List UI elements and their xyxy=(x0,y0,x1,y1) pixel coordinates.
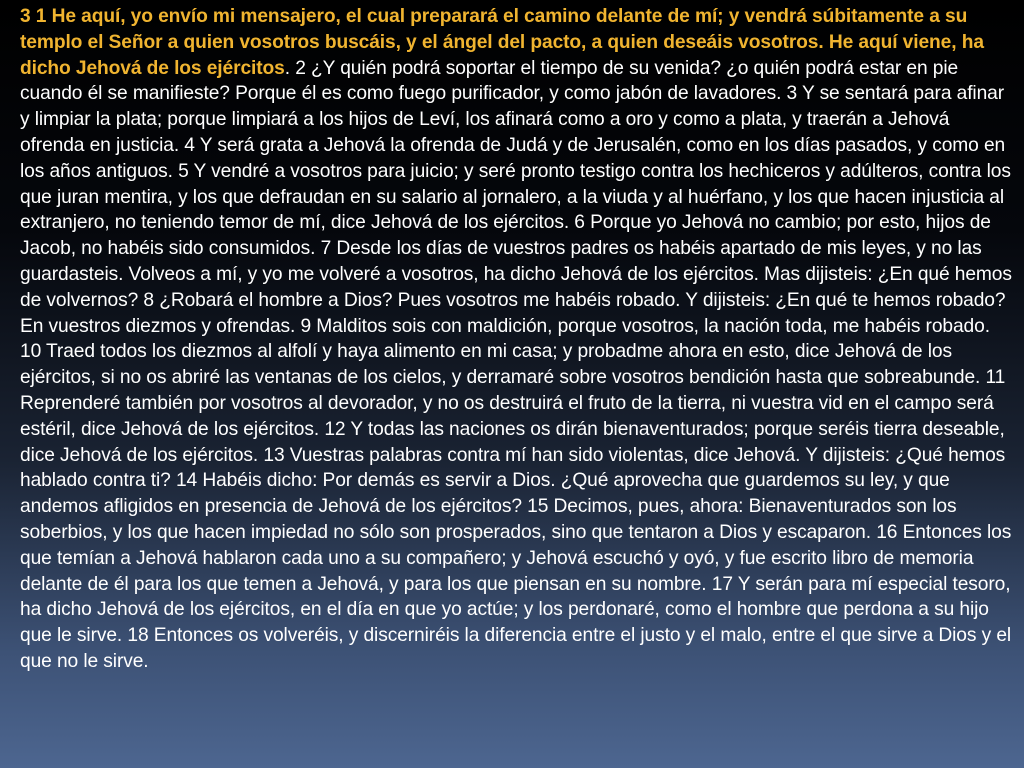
passage-body: . 2 ¿Y quién podrá soportar el tiempo de su venida? ¿o quién podrá estar en pie cuando él se manifieste? Porque él es como fuego purificador, y como jabón de lavadores. 3 Y se sentará para afinar y limpiar la plata; porque limpiará a los hijos de Leví, los afinará como a oro y como a plata, y traerán a Jehová ofrenda en justicia. 4 Y será grata a Jehová la ofrenda de Judá y de Jerusalén, como en los días pasados, y como en los años antiguos. 5 Y vendré a vosotros para juicio; y seré pronto testigo contra los hechiceros y adúlteros, contra los que juran mentira, y los que defraudan en su salario al jornalero, a la viuda y al huérfano, y los que hacen injusticia al extranjero, no teniendo temor de mí, dice Jehová de los ejércitos. 6 Porque yo Jehová no cambio; por esto, hijos de Jacob, no habéis sido consumidos. 7 Desde los días de vuestros padres os habéis apartado de mis leyes, y no las guardasteis. Volveos a mí, y yo me volveré a vosotros, ha dicho Jehová de los ejércitos. Mas dijisteis: ¿En qué hemos de volvernos? 8 ¿Robará el hombre a Dios? Pues vosotros me habéis robado. Y dijisteis: ¿En qué te hemos robado? En vuestros diezmos y ofrendas. 9 Malditos sois con maldición, porque vosotros, la nación toda, me habéis robado. 10 Traed todos los diezmos al alfolí y haya alimento en mi casa; y probadme ahora en esto, dice Jehová de los ejércitos, si no os abriré las ventanas de los cielos, y derramaré sobre vosotros bendición hasta que sobreabunde. 11 Reprenderé también por vosotros al devorador, y no os destruirá el fruto de la tierra, ni vuestra vid en el campo será estéril, dice Jehová de los ejércitos. 12 Y todas las naciones os dirán bienaventurados; porque seréis tierra deseable, dice Jehová de los ejércitos. 13 Vuestras palabras contra mí han sido violentas, dice Jehová. Y dijisteis: ¿Qué hemos hablado contra ti? 14 Habéis dicho: Por demás es servir a Dios. ¿Qué aprovecha que guardemos su ley, y que andemos afligidos en presencia de Jehová de los ejércitos? 15 Decimos, pues, ahora: Bienaventurados son los soberbios, y los que hacen impiedad no sólo son prosperados, sino que tentaron a Dios y escaparon. 16 Entonces los que temían a Jehová hablaron cada uno a su compañero; y Jehová escuchó y oyó, y fue escrito libro de memoria delante de él para los que temen a Jehová, y para los que piensan en su nombre. 17 Y serán para mí especial tesoro, ha dicho Jehová de los ejércitos, en el día en que yo actúe; y los perdonaré, como el hombre que perdona a su hijo que le sirve. 18 Entonces os volveréis, y discerniréis la diferencia entre el justo y el malo, entre el que sirve a Dios y el que no le sirve. xyxy=(20,57,1012,672)
scripture-passage xyxy=(20,4,1012,675)
highlighted-verse: 3 1 He aquí, yo envío mi mensajero, el cual preparará el camino delante de mí; y vendrá súbitamente a su templo el Señor a quien vosotros buscáis, y el ángel del pacto, a quien deseáis vosotros. He aquí viene, ha dicho Jehová de los ejércitos xyxy=(20,6,984,79)
